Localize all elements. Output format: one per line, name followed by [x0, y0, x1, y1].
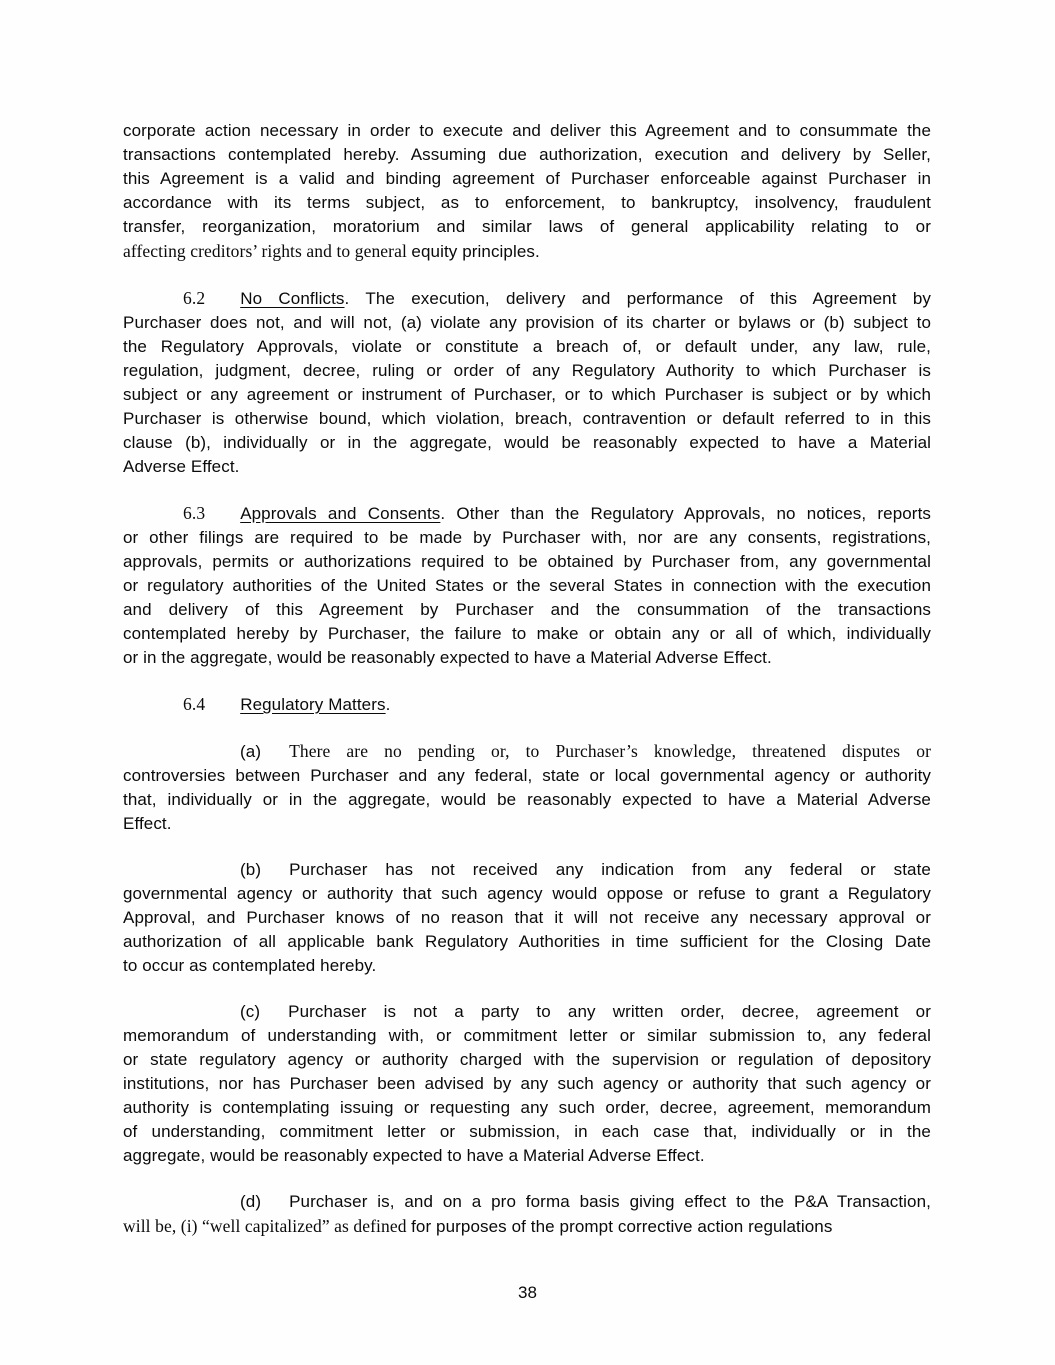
section-6-2-no-conflicts	[123, 286, 931, 479]
text-line: (c) Purchaser is not a party to any written order, decree, agreement or	[240, 1002, 931, 1021]
text-line: Approval, and Purchaser knows of no reason that it will not receive any necessary approval or	[123, 908, 931, 927]
text-line: authorization of all applicable bank Regulatory Authorities in time sufficient for the Closing Date	[123, 932, 931, 951]
text-line: authority is contemplating issuing or requesting any such order, decree, agreement, memorandum	[123, 1098, 931, 1117]
page-number: 38	[518, 1283, 537, 1302]
text-line: or in the aggregate, would be reasonably expected to have a Material Adverse Effect.	[123, 648, 772, 667]
text-line: contemplated hereby by Purchaser, the failure to make or obtain any or all of which, individually	[123, 624, 931, 643]
text-line: corporate action necessary in order to execute and deliver this Agreement and to consummate the	[123, 121, 931, 140]
section-6-3-approvals-and-consents	[123, 501, 931, 670]
paragraph-label: (a)	[240, 742, 262, 761]
text-line: accordance with its terms subject, as to enforcement, to bankruptcy, insolvency, fraudulent	[123, 193, 931, 212]
text-line: Purchaser does not, and will not, (a) violate any provision of its charter or bylaws or (b) subject to	[123, 313, 931, 332]
paragraph-label: (b)	[240, 860, 262, 879]
text-line: (d) Purchaser is, and on a pro forma basis giving effect to the P&A Transaction,	[240, 1192, 931, 1211]
text-line: the Regulatory Approvals, violate or constitute a breach of, or default under, any law, rule,	[123, 337, 931, 356]
section-heading: Regulatory Matters	[240, 695, 386, 714]
text-line: 6.2 No Conflicts. The execution, delivery and performance of this Agreement by	[183, 288, 931, 308]
paragraph-label: (c)	[240, 1002, 261, 1021]
text-line: Adverse Effect.	[123, 457, 240, 476]
text-line: institutions, nor has Purchaser been advised by any such agency or authority that such agency or	[123, 1074, 931, 1093]
paragraph-label: (d)	[240, 1192, 262, 1211]
subsection-b	[123, 858, 931, 978]
paragraph-label: 6.3	[183, 503, 206, 523]
section-6-4-regulatory-matters	[123, 692, 931, 717]
text-line: subject or any agreement or instrument of Purchaser, or to which Purchaser is subject or by which	[123, 385, 931, 404]
text-line: will be, (i) “well capitalized” as defined for purposes of the prompt corrective action regulations	[123, 1216, 833, 1236]
paragraph-label: 6.4	[183, 694, 206, 714]
text-segment: There are no pending or, to Purchaser’s knowledge, threatened disputes or	[289, 741, 931, 761]
text-line: memorandum of understanding with, or commitment letter or similar submission to, any federal	[123, 1026, 931, 1045]
text-line: Purchaser is otherwise bound, which violation, breach, contravention or default referred to in this	[123, 409, 931, 428]
text-segment: will be, (i) “well capitalized” as defined	[123, 1216, 412, 1236]
page-footer	[0, 1281, 1055, 1305]
text-line: that, individually or in the aggregate, would be reasonably expected to have a Material Adverse	[123, 790, 931, 809]
paragraph-label: 6.2	[183, 288, 206, 308]
text-line: (b) Purchaser has not received any indication from any federal or state	[240, 860, 931, 879]
section-heading: No Conflicts	[240, 289, 345, 308]
text-line: transactions contemplated hereby. Assuming due authorization, execution and delivery by Seller,	[123, 145, 931, 164]
text-segment: affecting creditors’ rights and to general	[123, 241, 412, 261]
subsection-d	[123, 1190, 931, 1239]
text-line: and delivery of this Agreement by Purchaser and the consummation of the transactions	[123, 600, 931, 619]
text-line: 6.3 Approvals and Consents. Other than the Regulatory Approvals, no notices, reports	[183, 503, 931, 523]
document-body	[123, 119, 931, 1261]
text-line: or state regulatory agency or authority charged with the supervision or regulation of depository	[123, 1050, 931, 1069]
subsection-c	[123, 1000, 931, 1168]
text-line: to occur as contemplated hereby.	[123, 956, 377, 975]
text-line: transfer, reorganization, moratorium and similar laws of general applicability relating to or	[123, 217, 931, 236]
continuation-paragraph	[123, 119, 931, 264]
text-line: or other filings are required to be made by Purchaser with, nor are any consents, registrations,	[123, 528, 931, 547]
section-heading: Approvals and Consents	[240, 504, 441, 523]
subsection-a	[123, 739, 931, 836]
text-line: Effect.	[123, 814, 172, 833]
text-line: affecting creditors’ rights and to general equity principles.	[123, 241, 540, 261]
text-line: of understanding, commitment letter or submission, in each case that, individually or in the	[123, 1122, 931, 1141]
text-line: or regulatory authorities of the United States or the several States in connection with the execution	[123, 576, 931, 595]
text-line: controversies between Purchaser and any federal, state or local governmental agency or authority	[123, 766, 931, 785]
text-line: clause (b), individually or in the aggregate, would be reasonably expected to have a Material	[123, 433, 931, 452]
text-line	[123, 739, 931, 764]
text-line: aggregate, would be reasonably expected to have a Material Adverse Effect.	[123, 1146, 705, 1165]
text-line: 6.4 Regulatory Matters.	[183, 694, 391, 714]
text-line: governmental agency or authority that such agency would oppose or refuse to grant a Regulatory	[123, 884, 931, 903]
text-line: this Agreement is a valid and binding agreement of Purchaser enforceable against Purchaser in	[123, 169, 931, 188]
text-line: regulation, judgment, decree, ruling or order of any Regulatory Authority to which Purchaser is	[123, 361, 931, 380]
text-line: approvals, permits or authorizations required to be obtained by Purchaser from, any governmental	[123, 552, 931, 571]
